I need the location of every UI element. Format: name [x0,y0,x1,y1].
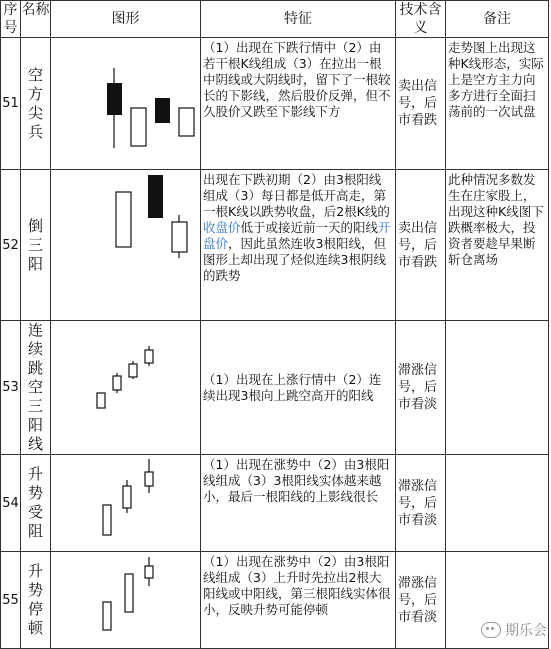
pattern-diagram [51,321,201,455]
header-note: 备注 [446,1,549,38]
watermark-text: 期乐会 [505,623,547,639]
candle [155,98,170,123]
row-tech: 滞涨信号，后市看淡 [396,552,446,649]
row-tech: 卖出信号，后市看跌 [396,170,446,321]
header-tech: 技术含义 [396,1,446,38]
row-feature: （1）出现在下跌行情中（2）由若干根K线组成（3）在拉出一根中阴线或大阴线时，留下了一根较长的下影线，然后股价反弹，但不久股价又跌至下影线下方 [201,38,396,170]
row-seq: 53 [1,321,21,455]
row-feature: （1）出现在涨势中（2）由3根阳线组成（3）3根阳线实体越来越小，最后一根阳线的上影线很长 [201,455,396,552]
row-note: 走势图上出现这种K线形态，实际上是空方主力向多方进行全面扫荡前的一次试盘 [446,38,549,170]
candle [125,574,133,612]
row-name: 升势受阻 [21,455,51,552]
candle [145,472,153,486]
candle [129,364,137,377]
candle [97,393,105,408]
candle [145,350,153,363]
row-name: 倒三阳 [21,170,51,321]
row-feature: （1）出现在涨势中（2）由3根阳线组成（3）上升时先拉出2根大阳线或中阳线，第三根阳线实体很小，反映升势可能停顿 [201,552,396,649]
candle [116,192,131,247]
header-row [1,1,549,38]
pattern-diagram [51,170,201,321]
candle [103,505,111,535]
row-seq: 52 [1,170,21,321]
table-row [1,170,549,321]
row-feature: 出现在下跌初期（2）由3根阳线组成（3）每日都是低开高走，第一根K线以跌势收盘，后2根K线的收盘价低于或接近前一天的阳线开盘价，因此虽然连收3根阳线，但图形上却出现了烃似连续3根阴线的跌势 [201,170,396,321]
candle [123,486,131,508]
kline-diagram-51 [51,38,201,169]
row-feature: （1）出现在上涨行情中（2）连续出现3根向上跳空高开的阳线 [201,321,396,455]
row-note: 此种情况多数发生在庄家股上，出现这种K线图下跌概率极大，投资者要趁早果断斩仓离场 [446,170,549,321]
row-tech: 卖出信号，后市看跌 [396,38,446,170]
pattern-diagram [51,552,201,649]
row-seq: 55 [1,552,21,649]
table-row [1,38,549,170]
row-seq: 54 [1,455,21,552]
chat-bubble-icon [481,622,501,638]
closing-price-link[interactable]: 收盘价 [203,220,241,235]
pattern-diagram [51,38,201,170]
opening-price-link[interactable]: 开盘价 [203,220,391,251]
kline-diagram-55 [51,552,201,648]
row-seq: 51 [1,38,21,170]
header-feature: 特征 [201,1,396,38]
candle [172,222,187,252]
row-note [446,455,549,552]
kline-diagram-54 [51,455,201,551]
row-tech: 滞涨信号，后市看淡 [396,321,446,455]
row-name: 空方尖兵 [21,38,51,170]
candle [103,602,111,630]
row-tech: 滞涨信号，后市看淡 [396,455,446,552]
row-name: 连续跳空三阳线 [21,321,51,455]
kline-diagram-52 [51,170,201,320]
row-name: 升势停顿 [21,552,51,649]
table-row [1,455,549,552]
candle [131,108,146,146]
pattern-diagram [51,455,201,552]
table-row [1,321,549,455]
header-shape: 图形 [51,1,201,38]
candle [148,175,163,218]
candle [113,376,121,390]
candle [179,108,194,136]
header-name: 名称 [21,1,51,38]
table-row [1,552,549,649]
candle [107,83,122,115]
row-note [446,321,549,455]
kline-diagram-53 [51,321,201,449]
watermark [481,620,547,640]
candle [145,566,153,578]
header-seq: 序号 [1,1,21,38]
